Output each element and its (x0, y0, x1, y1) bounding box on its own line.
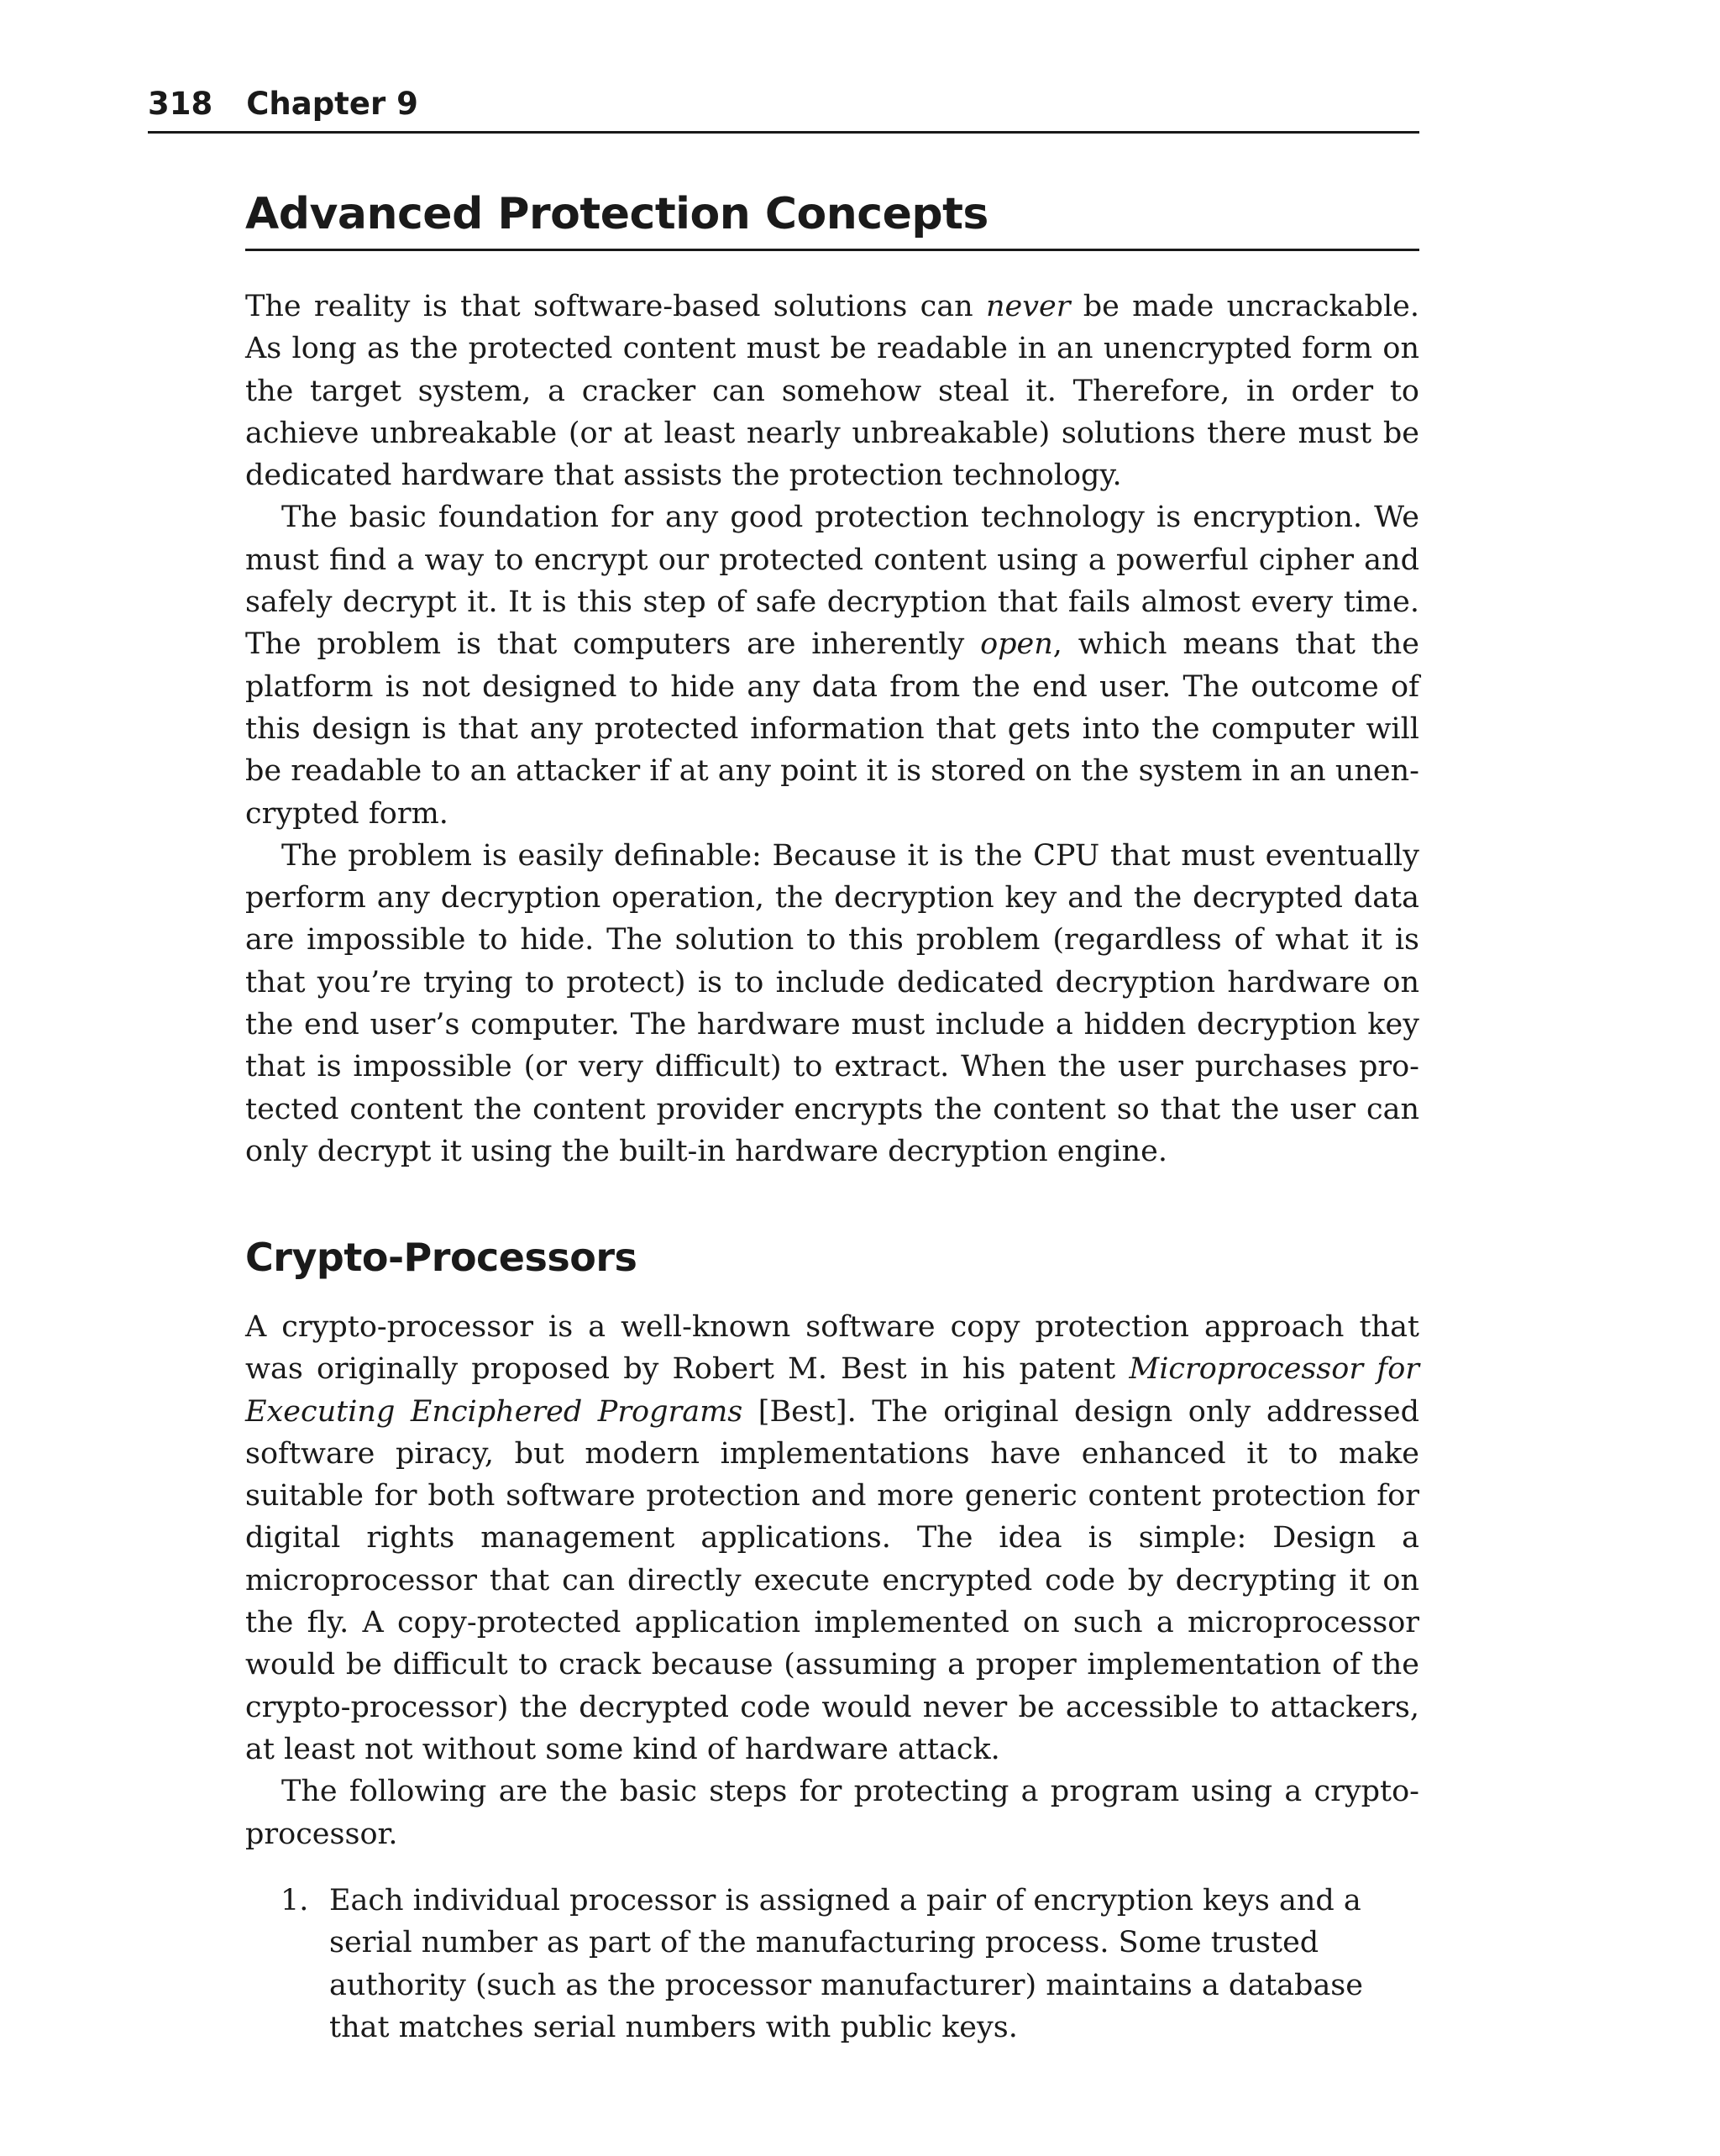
paragraph: The following are the basic steps for protecting a program using a crypto-processor. (245, 1775, 1419, 1851)
paragraph-text: , which means that the platform is not designed to hide any data from the end user. The outcome of this design is that any protected information that gets into the computer will be readable to an attacker if at any point it is stored on the system in an unencrypted form. (245, 627, 1420, 831)
paragraph (245, 286, 1419, 496)
paragraph (245, 1306, 1419, 1770)
paragraph-text: The basic foundation for any good protection technology is encryption. We must find a way to encrypt our protected content using a powerful cipher and safely decrypt it. It is this step of safe decryption that fails almost every time. The problem is that computers are inherently (245, 501, 1419, 662)
emphasis-text: never (985, 290, 1071, 323)
paragraph-text: The reality is that software-based solutions can (245, 290, 986, 323)
emphasis-text: open (980, 627, 1053, 662)
chapter-label: Chapter 9 (246, 86, 418, 122)
page-number: 318 (148, 86, 213, 122)
list-item (245, 1880, 1419, 2048)
list-item-text: Each individual processor is assigned a pair of encryption keys and a serial number as part of the manufacturing process. Some trusted authority (such as the processor manufacturer) maintains a database that matches serial numbers with public keys. (329, 1884, 1363, 2044)
paragraph: The problem is easily definable: Because it is the CPU that must eventually perform any decryption operation, the decryption key and the decrypted data are impossible to hide. The solution to this problem (regardless of what it is that you’re trying to protect) is to include dedicated decryption hardware on the end user’s computer. The hardware must include a hidden decryption key that is impossible (or very difficult) to extract. When the user purchases protected content the content provider encrypts the content so that the user can only decrypt it using the built-in hardware decryption engine. (245, 838, 1419, 1168)
subsection-heading: Crypto-Processors (245, 1235, 637, 1280)
paragraph-text: A crypto-processor is a well-known software copy protection approach that was originally proposed by Robert M. Best in his patent (245, 1310, 1419, 1387)
subsection-body (245, 1306, 1419, 1855)
list-item-number: 1. (281, 1884, 309, 1917)
paragraph (245, 496, 1419, 834)
emphasis-text: Microprocessor for Executing Enciphered Programs (245, 1352, 1419, 1429)
paragraph-text: be made uncrackable. As long as the protected content must be readable in an unencrypted form on the target system, a cracker can somehow steal it. Therefore, in order to achieve unbreakable (or at least nearly unbreakable) solutions there must be dedicated hardware that assists the protection technology. (245, 290, 1419, 493)
paragraph-text: [Best]. The original design only addressed software piracy, but modern implementations have enhanced it to make suitable for both software protection and more generic content protection for digital rights management applications. The idea is simple: Design a microprocessor that can directly execute encrypted code by decrypting it on the fly. A copy-protected application implemented on such a microprocessor would be difficult to crack because (assuming a proper implementation of the crypto-processor) the decrypted code would never be accessible to attackers, at least not without some kind of hardware attack. (245, 1394, 1420, 1766)
running-header (148, 82, 1419, 134)
section-body (245, 286, 1419, 1172)
steps-list (245, 1880, 1419, 2048)
section-heading: Advanced Protection Concepts (245, 176, 1419, 251)
